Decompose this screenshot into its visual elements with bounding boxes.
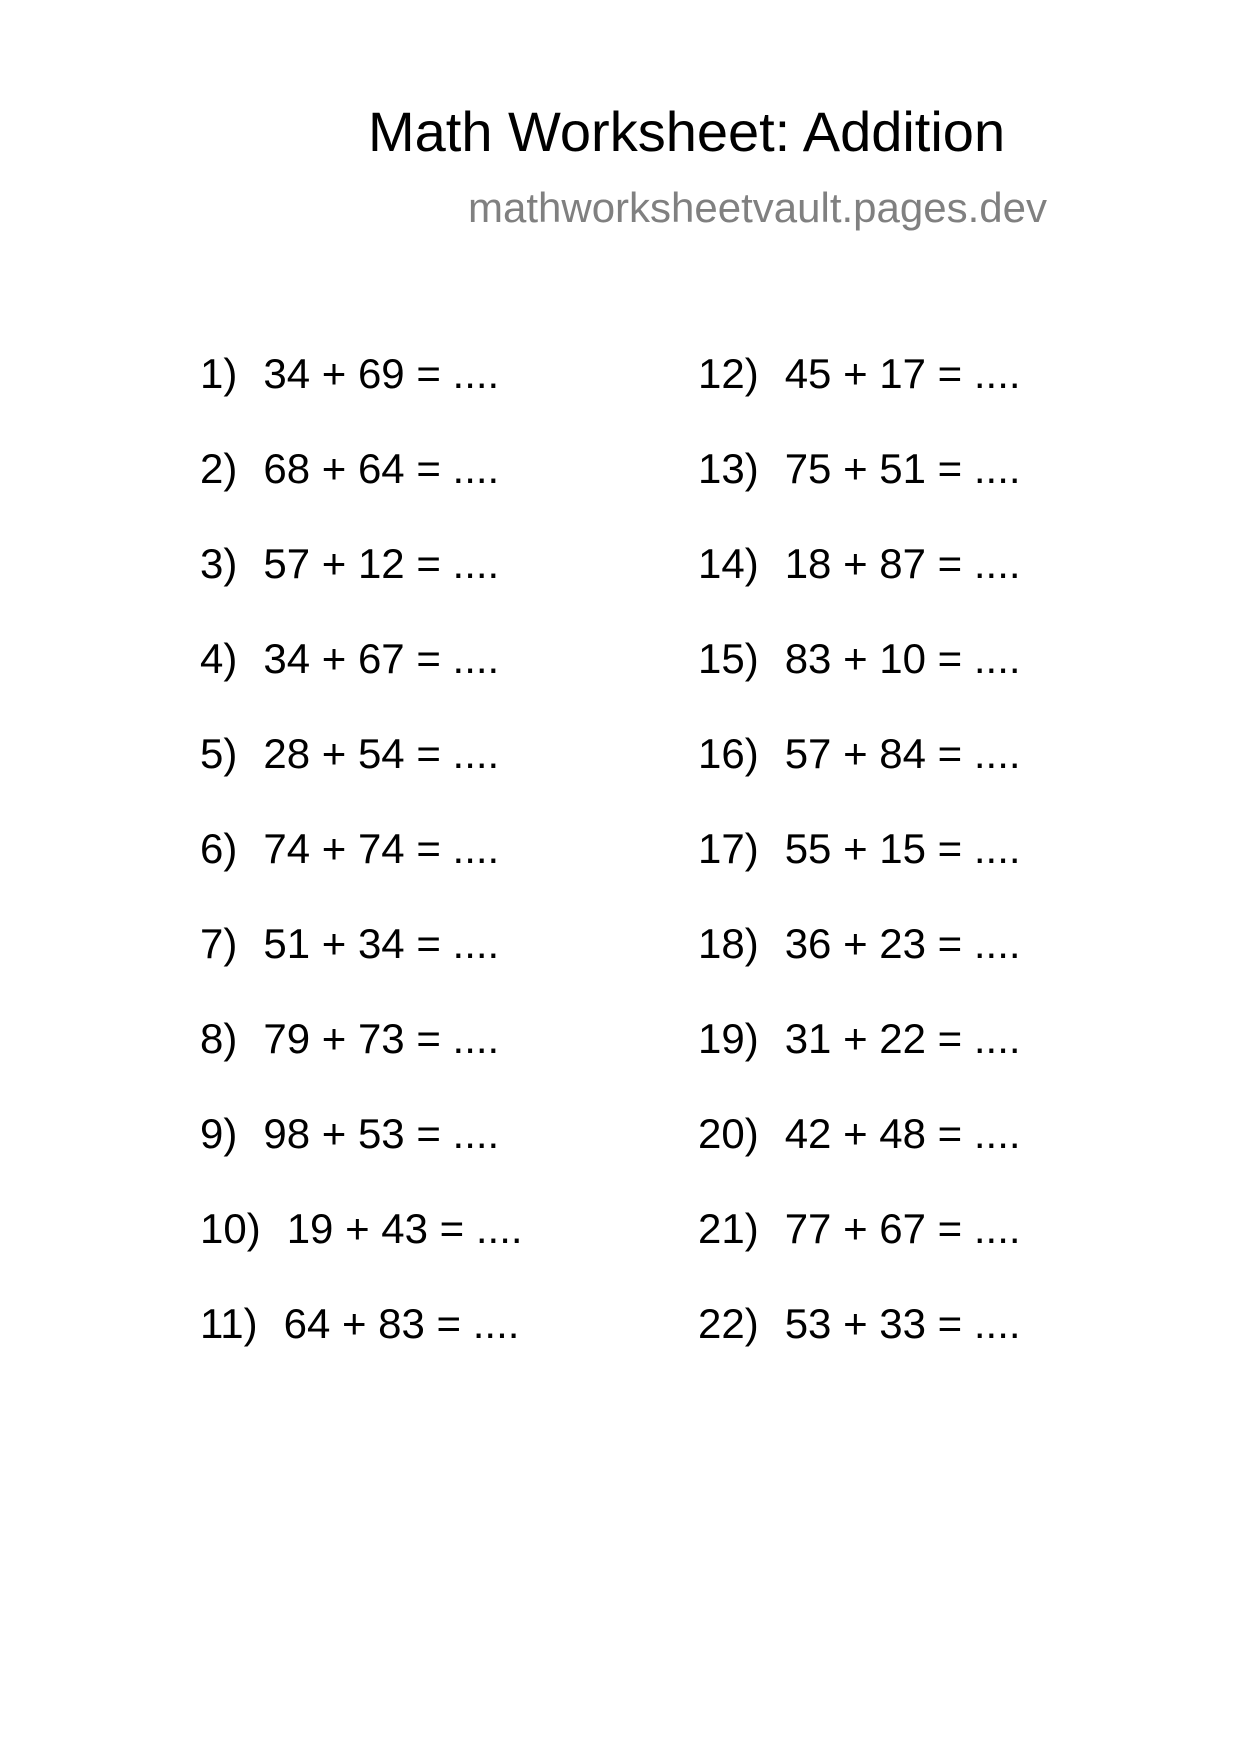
problem-expression: 42 + 48 = .... <box>784 1110 1021 1157</box>
problem-number: 9) <box>200 1110 238 1157</box>
problem-expression: 55 + 15 = .... <box>784 825 1021 872</box>
problem-number: 4) <box>200 635 238 682</box>
problem-number: 14) <box>698 540 759 587</box>
problem-number: 10) <box>200 1205 261 1252</box>
problem-item <box>200 350 523 445</box>
problem-expression: 74 + 74 = .... <box>263 825 500 872</box>
problem-number: 21) <box>698 1205 759 1252</box>
problem-item <box>200 635 523 730</box>
problem-item <box>200 1205 523 1300</box>
problem-expression: 34 + 69 = .... <box>263 350 500 397</box>
problem-expression: 34 + 67 = .... <box>263 635 500 682</box>
problem-item <box>200 1110 523 1205</box>
problem-item <box>200 540 523 635</box>
problem-expression: 57 + 12 = .... <box>263 540 500 587</box>
problem-expression: 18 + 87 = .... <box>784 540 1021 587</box>
problem-number: 6) <box>200 825 238 872</box>
problem-item <box>698 635 1021 730</box>
problem-expression: 83 + 10 = .... <box>784 635 1021 682</box>
problem-number: 2) <box>200 445 238 492</box>
problem-item <box>200 445 523 540</box>
problem-item <box>200 1300 523 1395</box>
problem-column-right <box>698 350 1021 1395</box>
problem-item <box>698 1015 1021 1110</box>
problem-item <box>698 540 1021 635</box>
problem-number: 17) <box>698 825 759 872</box>
problem-item <box>200 920 523 1015</box>
problem-number: 7) <box>200 920 238 967</box>
problem-expression: 68 + 64 = .... <box>263 445 500 492</box>
problem-expression: 36 + 23 = .... <box>784 920 1021 967</box>
problem-expression: 51 + 34 = .... <box>263 920 500 967</box>
problem-number: 5) <box>200 730 238 777</box>
problem-number: 1) <box>200 350 238 397</box>
problem-item <box>698 350 1021 445</box>
problem-number: 8) <box>200 1015 238 1062</box>
problem-item <box>698 445 1021 540</box>
problem-item <box>698 1205 1021 1300</box>
problem-item <box>698 1110 1021 1205</box>
problem-expression: 31 + 22 = .... <box>784 1015 1021 1062</box>
problem-expression: 77 + 67 = .... <box>784 1205 1021 1252</box>
problem-number: 22) <box>698 1300 759 1347</box>
problem-expression: 45 + 17 = .... <box>784 350 1021 397</box>
worksheet-title: Math Worksheet: Addition <box>368 100 1006 163</box>
problem-expression: 28 + 54 = .... <box>263 730 500 777</box>
problem-number: 3) <box>200 540 238 587</box>
problem-item <box>200 825 523 920</box>
problem-item <box>698 1300 1021 1395</box>
problem-number: 13) <box>698 445 759 492</box>
problem-item <box>698 920 1021 1015</box>
problem-expression: 98 + 53 = .... <box>263 1110 500 1157</box>
problem-number: 20) <box>698 1110 759 1157</box>
problem-number: 12) <box>698 350 759 397</box>
problem-expression: 19 + 43 = .... <box>286 1205 523 1252</box>
problem-expression: 64 + 83 = .... <box>283 1300 520 1347</box>
problem-column-left <box>200 350 523 1395</box>
problem-item <box>698 730 1021 825</box>
problem-expression: 53 + 33 = .... <box>784 1300 1021 1347</box>
problem-number: 19) <box>698 1015 759 1062</box>
problem-expression: 79 + 73 = .... <box>263 1015 500 1062</box>
problem-item <box>200 1015 523 1110</box>
problem-number: 18) <box>698 920 759 967</box>
problem-number: 16) <box>698 730 759 777</box>
problem-expression: 75 + 51 = .... <box>784 445 1021 492</box>
problem-item <box>200 730 523 825</box>
problem-number: 11) <box>200 1300 258 1347</box>
problem-number: 15) <box>698 635 759 682</box>
worksheet-source-url: mathworksheetvault.pages.dev <box>468 184 1047 231</box>
problem-expression: 57 + 84 = .... <box>784 730 1021 777</box>
problem-item <box>698 825 1021 920</box>
